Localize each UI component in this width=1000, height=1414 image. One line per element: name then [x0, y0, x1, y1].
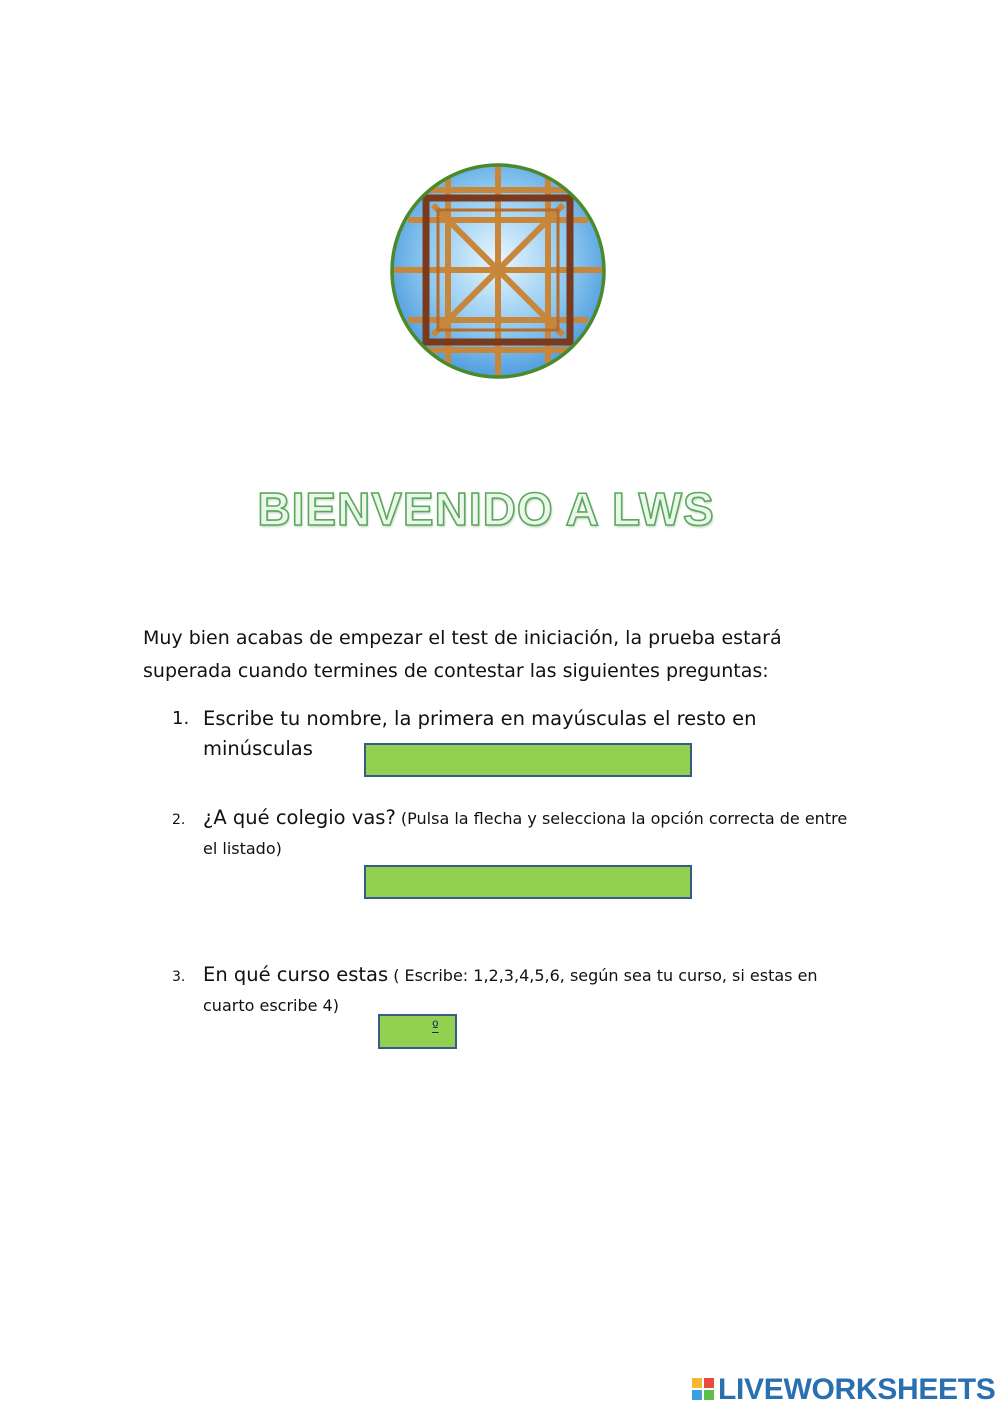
question-2: [203, 803, 863, 864]
liveworksheets-logo-icon: [692, 1378, 714, 1400]
question-1-text: Escribe tu nombre, la primera en mayúsculas el resto en minúsculas: [203, 707, 757, 760]
school-logo-icon: [388, 160, 608, 382]
question-number-2: 2.: [172, 812, 186, 828]
intro-text: Muy bien acabas de empezar el test de iniciación, la prueba estará superada cuando termines de contestar las siguientes preguntas:: [143, 627, 782, 682]
school-select[interactable]: [364, 865, 692, 899]
question-number-3: 3.: [172, 969, 186, 985]
question-3-hint: ( Escribe: 1,2,3,4,5,6, según sea tu curso, si estas en cuarto escribe 4): [203, 966, 818, 1015]
page-title: BIENVENIDO A LWS: [257, 483, 715, 535]
brand-label: LIVEWORKSHEETS: [718, 1373, 996, 1406]
course-input[interactable]: [378, 1014, 457, 1049]
question-2-text: ¿A qué colegio vas?: [203, 806, 396, 829]
question-3: [203, 960, 863, 1021]
question-2-hint: (Pulsa la flecha y selecciona la opción correcta de entre el listado): [203, 809, 848, 858]
name-input[interactable]: [364, 743, 692, 777]
question-3-text: En qué curso estas: [203, 963, 389, 986]
question-number-1: 1.: [172, 708, 190, 729]
course-ordinal-suffix: º: [432, 1019, 439, 1035]
